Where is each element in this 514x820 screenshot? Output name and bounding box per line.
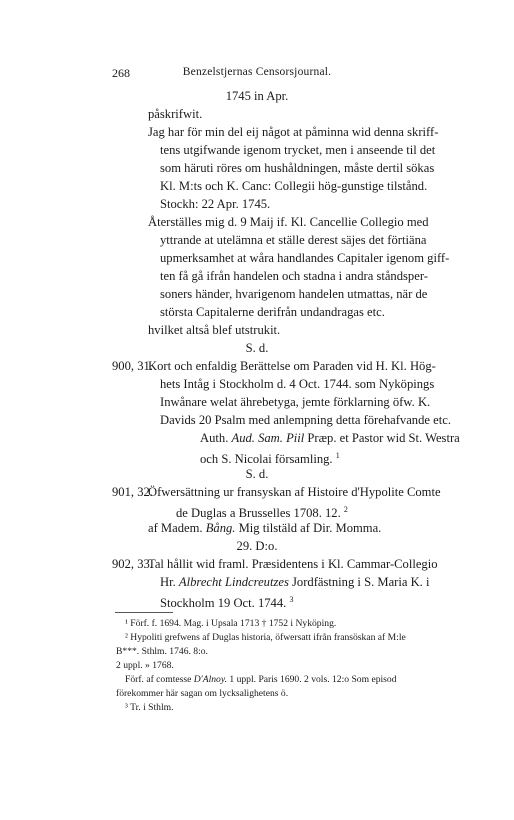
entry-number: 902, 33. (112, 557, 153, 571)
section-marker: 29. D:o. (236, 539, 278, 553)
text-line: Stockholm 19 Oct. 1744. $^3$ (160, 595, 294, 611)
running-title: Benzelstjernas Censorsjournal. (182, 66, 332, 78)
text-line: Davids 20 Psalm med anlempning detta förehafvande etc. (160, 413, 451, 427)
footnote-ref: 3 (289, 595, 294, 604)
text-line: påskrifwit. (148, 107, 203, 121)
text-line: Kort och enfaldig Berättelse om Paraden vid H. Kl. Hög- (148, 359, 436, 373)
section-marker: S. d. (245, 467, 269, 481)
footnote-ref: 2 (343, 505, 348, 514)
text-line: hvilket altså blef utstrukit. (148, 323, 281, 337)
text-line: Kl. M:ts och K. Canc: Collegii hög-gunstige tilstånd. (160, 179, 428, 193)
footnote-line: ² Hypoliti grefwens af Duglas historia, öfwersatt ifrån fransöskan af M:le (125, 632, 406, 643)
text-line: soners händer, hvarigenom handelen utmattas, när de (160, 287, 428, 301)
text-line: ten få gå ifrån handelen och stadna i andra ståndsper- (160, 269, 428, 283)
page-header (0, 66, 514, 82)
text-line: yttrande at utelämna et ställe derest säjes det förtiäna (160, 233, 427, 247)
text-line: största Capitalerne derifrån undandragas etc. (160, 305, 385, 319)
text-line: Jag har för min del eij något at påminna wid denna skriff- (148, 125, 439, 139)
footnote-line: B***. Sthlm. 1746. 8:o. (116, 646, 208, 657)
text-line: tens utgifwande igenom trycket, men i anseende til det (160, 143, 436, 157)
footnote-line: ¹ Förf. f. 1694. Mag. i Upsala 1713 † 1752 i Nyköping. (125, 618, 337, 629)
text-line: Inwånare welat ährebetyga, jemte förklarning öfw. K. (160, 395, 431, 409)
date-heading: 1745 in Apr. (225, 89, 289, 103)
text-line: Öfwersättning ur fransyskan af Histoire d'Hypolite Comte (148, 485, 441, 499)
entry-number: 900, 31. (112, 359, 153, 373)
text-line: de Duglas a Brusselles 1708. 12. $^2$ (176, 505, 348, 521)
footnote-ref: 1 (335, 451, 340, 460)
text-line: som häruti röres om hushåldningen, måste dertil sökas (160, 161, 435, 175)
entry-number: 901, 32. (112, 485, 153, 499)
footnote-line: Förf. af comtesse D'Alnoy. 1 uppl. Paris 1690. 2 vols. 12:o Som episod (125, 674, 397, 685)
footnote-line: 2 uppl. » 1768. (116, 660, 174, 671)
text-line: Hr. Albrecht Lindcreutzes Jordfästning i S. Maria K. i (160, 575, 430, 589)
text-line: Tal hållit wid framl. Præsidentens i Kl. Cammar-Collegio (148, 557, 438, 571)
text-line: och S. Nicolai församling. $^1$ (200, 451, 340, 467)
footnote-line: ³ Tr. i Sthlm. (125, 702, 174, 713)
section-marker: S. d. (245, 341, 269, 355)
text-line: hets Intåg i Stockholm d. 4 Oct. 1744. som Nyköpings (160, 377, 435, 391)
footnote-line: förekommer här sagan om lycksalighetens ö. (116, 688, 289, 699)
text-line: upmerksamhet at wåra handlandes Capitaler igenom giff- (160, 251, 450, 265)
text-line: Auth. Aud. Sam. Piil Præp. et Pastor wid St. Westra (200, 431, 460, 445)
page-number: 268 (112, 66, 130, 80)
text-line: Återställes mig d. 9 Maij if. Kl. Cancellie Collegio med (148, 215, 429, 229)
text-line: af Madem. Bång. Mig tilstäld af Dir. Momma. (148, 521, 382, 535)
footnote-divider (115, 612, 173, 613)
text-line: Stockh: 22 Apr. 1745. (160, 197, 271, 211)
